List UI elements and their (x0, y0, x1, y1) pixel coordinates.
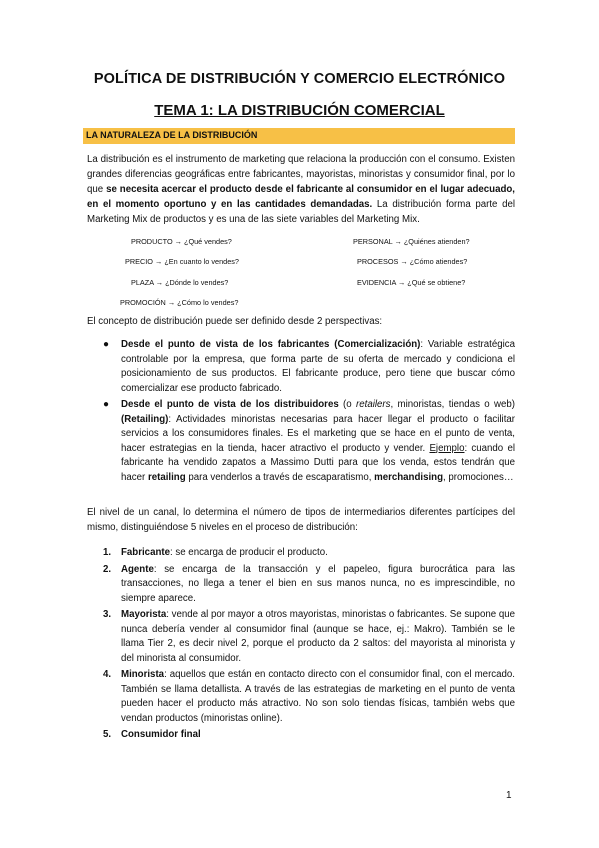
bullet-icon: ● (103, 339, 110, 350)
document-title: POLÍTICA DE DISTRIBUCIÓN Y COMERCIO ELECTRÓNICO (93, 71, 506, 87)
list-item: ● Desde el punto de vista de los fabricantes (Comercialización): Variable estratégica controlable por la empresa, que forma parte de su oferta de mercado y condiciona el posicionamiento de sus productos. El fabricante produce, pero tiene que buscar cómo comercializar ese producto fabricado. (103, 339, 515, 394)
mix-item-producto: PRODUCTO → ¿Qué vendes? (131, 237, 232, 246)
list-item: 1. Fabricante: se encarga de producir el producto. (103, 547, 328, 558)
mix-item-plaza: PLAZA → ¿Dónde lo vendes? (131, 278, 229, 287)
bullet-icon: ● (103, 399, 110, 410)
mix-item-procesos: PROCESOS → ¿Cómo atiendes? (357, 257, 468, 266)
mix-item-personal: PERSONAL → ¿Quiénes atienden? (353, 237, 470, 246)
paragraph-intro (87, 152, 515, 227)
perspectives-list (103, 338, 515, 487)
list-item: 2. Agente: se encarga de la transacción y el papeleo, figura burocrática para las transacciones, no llega a tener el bien en sus manos nunca, no es imprescindible, no siempre aparece. (103, 563, 515, 604)
document-subtitle: TEMA 1: LA DISTRIBUCIÓN COMERCIAL (154, 102, 445, 119)
paragraph-channel-levels: El nivel de un canal, lo determina el número de tipos de intermediarios diferentes partícipes del mismo, distinguiéndose 5 niveles en el proceso de distribución: (87, 507, 515, 533)
mix-item-precio: PRECIO → ¿En cuanto lo vendes? (125, 257, 239, 266)
mix-item-evidencia: EVIDENCIA → ¿Qué se obtiene? (357, 278, 466, 287)
list-item: 4. Minorista: aquellos que están en contacto directo con el consumidor final, con el mercado. También se llama detallista. A través de las estrategias de marketing en el punto de venta pueden hacer el producto más atractivo. No son solo tiendas físicas, también webs que vendan productos (minoristas online). (103, 669, 515, 724)
channel-levels-list (103, 546, 515, 745)
paragraph-perspectives: El concepto de distribución puede ser definido desde 2 perspectivas: (87, 316, 383, 327)
paragraph-intro-bold: se necesita acercar el producto desde el fabricante al consumidor en el lugar adecuado, en el momento oportuno y en las cantidades demandadas. (87, 184, 515, 210)
mix-item-promocion: PROMOCIÓN → ¿Cómo lo vendes? (120, 298, 239, 307)
list-item: 3. Mayorista: vende al por mayor a otros mayoristas, minoristas o fabricantes. Se supone que nunca debería vender al consumidor final (aunque se hace, ej.: Makro). También se le llama Tier 2, es decir nivel 2, porque el producto da 2 saltos: del mayorista al minorista y del minorista al consumidor. (103, 609, 515, 664)
paragraph-intro-text-a: La distribución es el instrumento de marketing que relaciona la producción con el consumo. Existen grandes diferencias geográficas entre fabricantes, mayoristas, minoristas y consumidor final, por lo que (87, 154, 515, 195)
list-item: 5. Consumidor final (103, 729, 201, 740)
section-heading: LA NATURALEZA DE LA DISTRIBUCIÓN (86, 130, 258, 140)
paragraph-intro-text-c: La distribución forma parte del Marketing Mix de productos y es una de las siete variables del Marketing Mix. (87, 199, 515, 225)
list-item: ● Desde el punto de vista de los distribuidores (o retailers, minoristas, tiendas o web) (Retailing): Actividades minoristas necesarias para hacer llegar el producto o facilitar servicios a los consumidores finales. Es el marketing que se hace en el punto de venta, hacer estrategias en la tienda, hacer atractivo el producto y vender. Ejemplo: cuando el fabricante ha vendido zapatos a Massimo Dutti para que los venda, estos tendrán que hacer retailing para venderlos a través de escaparatismo, merchandising, promociones… (103, 399, 515, 483)
section-heading-bar (83, 128, 515, 144)
page-number: 1 (506, 790, 512, 801)
